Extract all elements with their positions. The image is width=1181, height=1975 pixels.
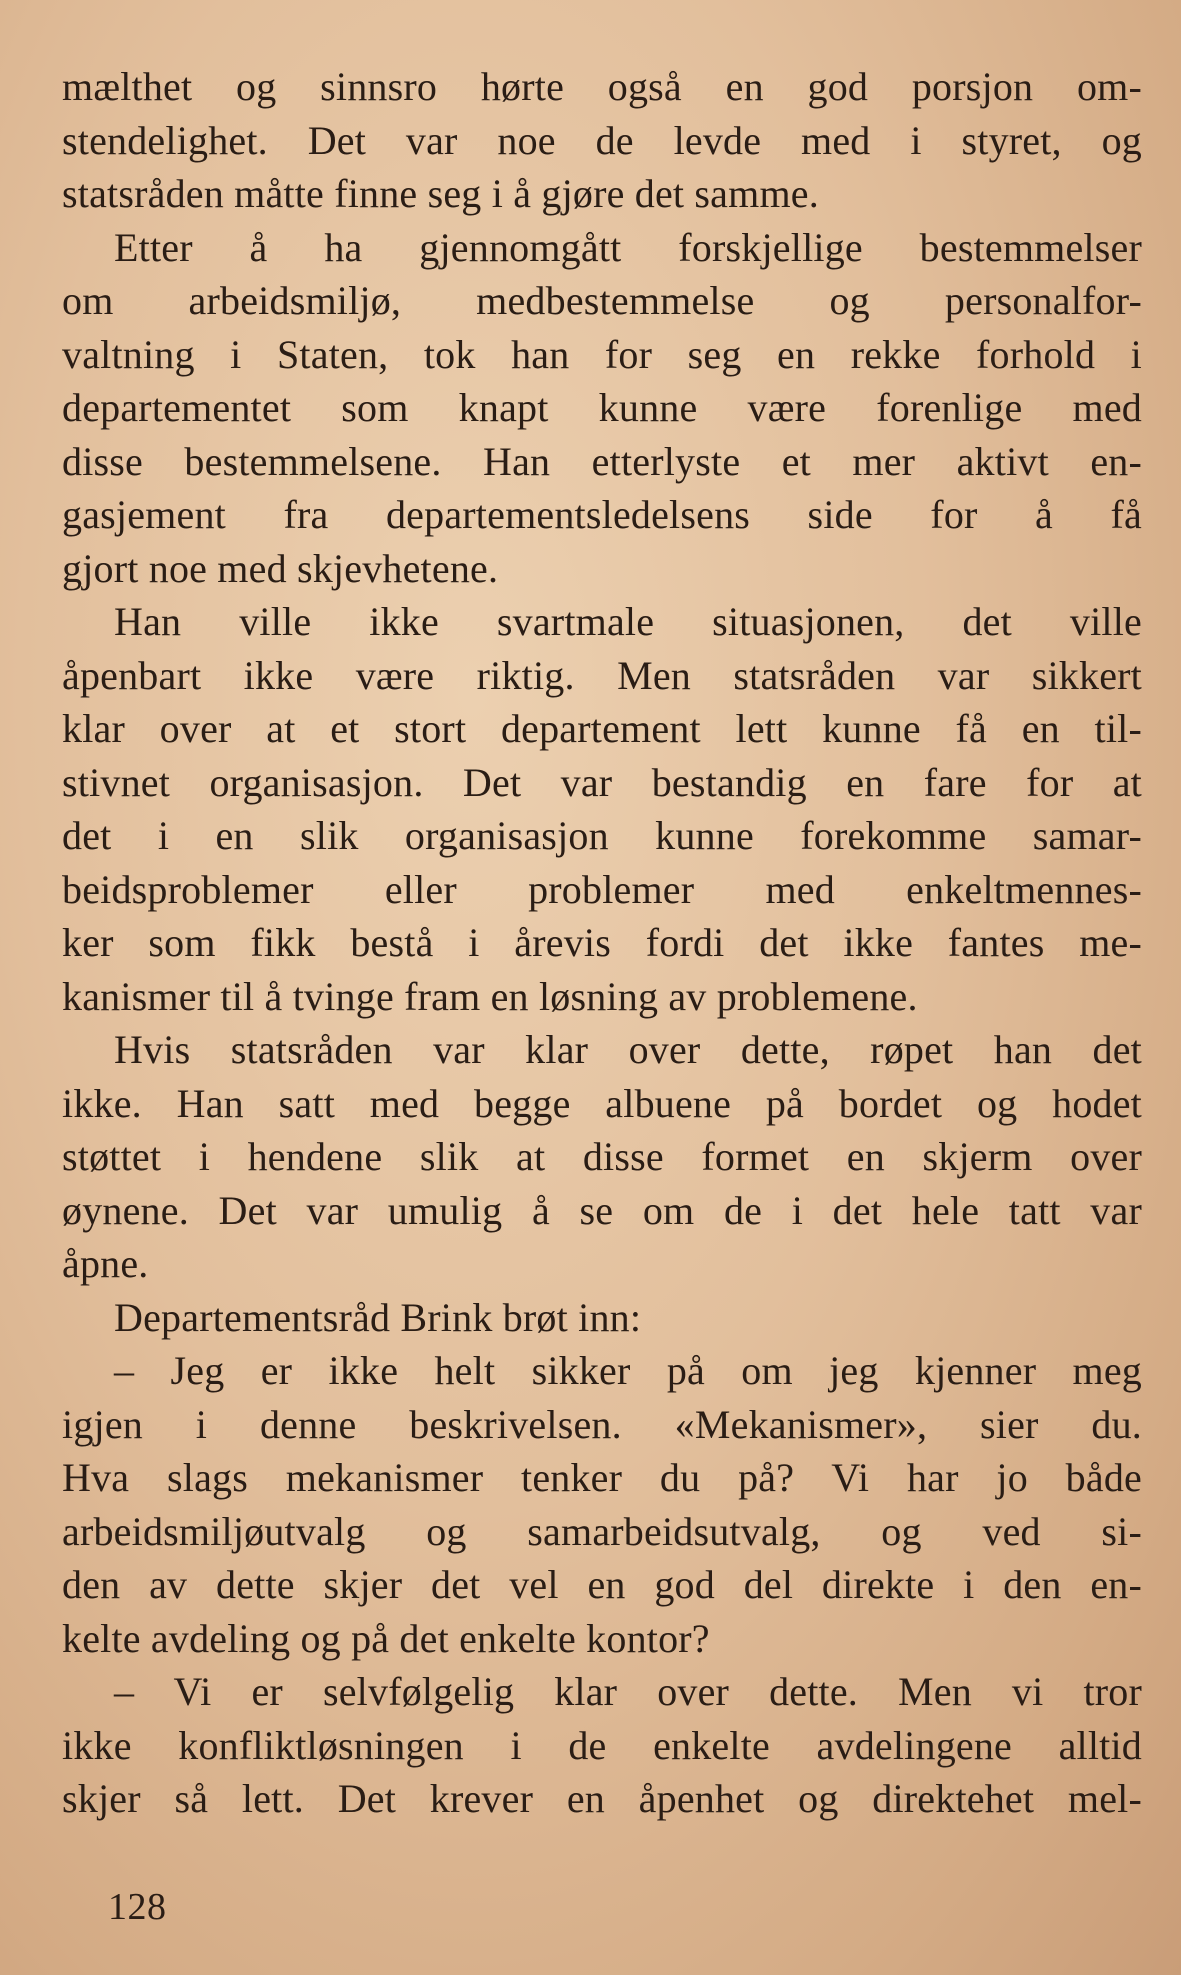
page-number: 128 xyxy=(108,1886,167,1928)
text-line: skjer så lett. Det krever en åpenhet og direktehet mel- xyxy=(62,1776,1142,1821)
text-line: Departementsråd Brink brøt inn: xyxy=(114,1294,642,1340)
text-line: Etter å ha gjennomgått forskjellige bestemmelser xyxy=(114,224,1142,270)
text-line: stivnet organisasjon. Det var bestandig en fare for at xyxy=(62,759,1142,805)
text-line: stendelighet. Det var noe de levde med i styret, og xyxy=(62,117,1142,163)
text-line: Hvis statsråden var klar over dette, røpet han det xyxy=(114,1027,1142,1072)
text-line: gjort noe med skjevhetene. xyxy=(62,545,499,591)
text-line: disse bestemmelsene. Han etterlyste et mer aktivt en- xyxy=(62,438,1142,484)
body-text xyxy=(62,60,1142,1826)
text-line: arbeidsmiljøutvalg og samarbeidsutvalg, og ved si- xyxy=(62,1508,1142,1554)
text-line: gasjement fra departementsledelsens side for å få xyxy=(62,492,1142,537)
text-line: kanismer til å tvinge fram en løsning av problemene. xyxy=(62,973,918,1019)
text-line: Hva slags mekanismer tenker du på? Vi har jo både xyxy=(62,1455,1142,1500)
text-line: kelte avdeling og på det enkelte kontor? xyxy=(62,1615,710,1661)
text-line: ikke. Han satt med begge albuene på bordet og hodet xyxy=(62,1080,1142,1126)
text-line: klar over at et stort departement lett kunne få en til- xyxy=(62,706,1142,751)
text-line: åpne. xyxy=(62,1241,149,1286)
text-line: statsråden måtte finne seg i å gjøre det samme. xyxy=(62,171,819,216)
text-line: valtning i Staten, tok han for seg en rekke forhold i xyxy=(62,331,1142,377)
text-line: mælthet og sinnsro hørte også en god porsjon om- xyxy=(62,64,1142,109)
text-line: igjen i denne beskrivelsen. «Mekanismer», sier du. xyxy=(62,1401,1142,1447)
text-line: beidsproblemer eller problemer med enkeltmennes- xyxy=(62,866,1142,912)
text-line: departementet som knapt kunne være forenlige med xyxy=(62,385,1142,430)
text-line: – Jeg er ikke helt sikker på om jeg kjenner meg xyxy=(114,1348,1142,1393)
text-line: – Vi er selvfølgelig klar over dette. Men vi tror xyxy=(114,1669,1142,1714)
text-line: Han ville ikke svartmale situasjonen, det ville xyxy=(114,599,1142,644)
text-line: den av dette skjer det vel en god del direkte i den en- xyxy=(62,1562,1142,1607)
text-line: det i en slik organisasjon kunne forekomme samar- xyxy=(62,813,1142,858)
text-line: om arbeidsmiljø, medbestemmelse og personalfor- xyxy=(62,278,1142,323)
text-line: ikke konfliktløsningen i de enkelte avdelingene alltid xyxy=(62,1722,1142,1768)
text-line: støttet i hendene slik at disse formet en skjerm over xyxy=(62,1134,1142,1179)
text-line: ker som fikk bestå i årevis fordi det ikke fantes me- xyxy=(62,920,1142,965)
text-line: øynene. Det var umulig å se om de i det hele tatt var xyxy=(62,1187,1142,1233)
text-line: åpenbart ikke være riktig. Men statsråden var sikkert xyxy=(62,652,1142,698)
